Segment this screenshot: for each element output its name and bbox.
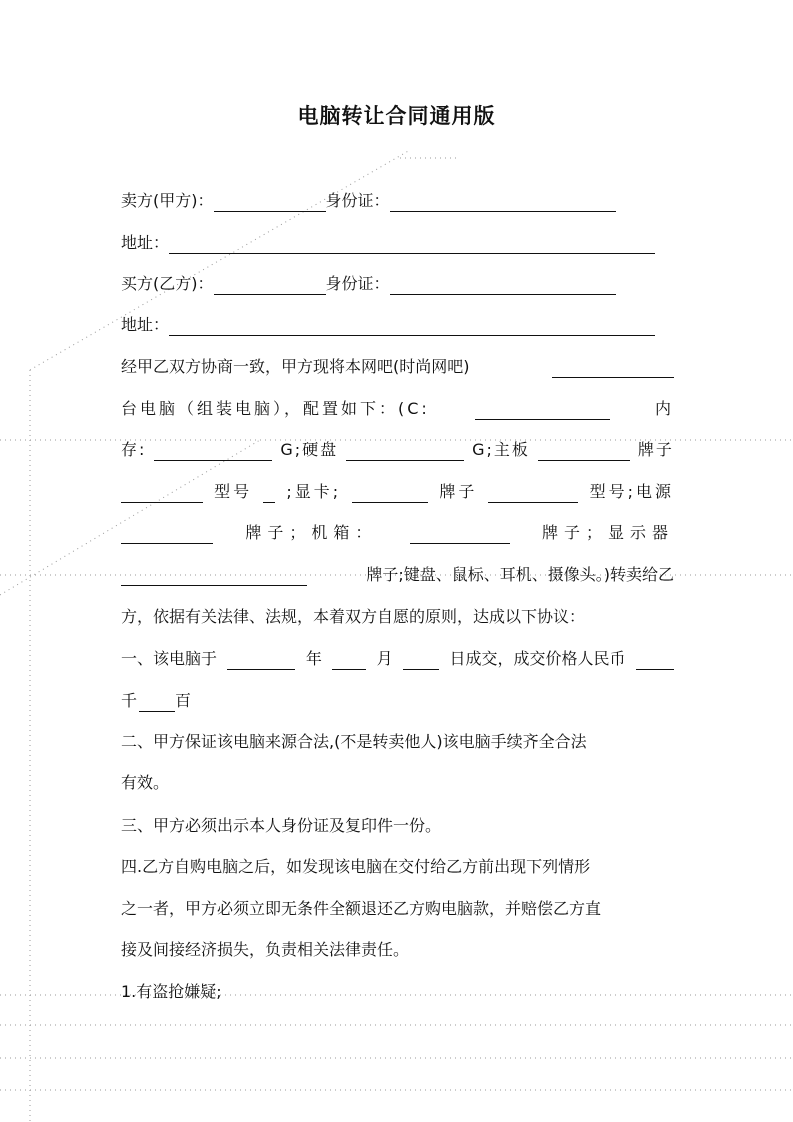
buyer-id-blank[interactable] — [390, 276, 616, 295]
clause-4-item-1-text: 1.有盗抢嫌疑; — [121, 982, 222, 1001]
config-text-1: 台电脑（组装电脑），配置如下：(C: — [121, 399, 430, 418]
hundred-label: 百 — [175, 691, 192, 710]
hdd-blank[interactable] — [346, 442, 464, 461]
config-line-1 — [121, 398, 674, 420]
seller-label: 卖方(甲方)： — [121, 191, 214, 210]
clause-4-line — [121, 856, 590, 878]
intro-text: 经甲乙双方协商一致，甲方现将本网吧(时尚网吧) — [121, 357, 470, 376]
seller-name-blank[interactable] — [214, 193, 326, 212]
clause-2-cont-line — [121, 772, 169, 794]
c-drive-blank[interactable] — [475, 401, 610, 420]
month-label: 月 — [376, 649, 393, 668]
peripherals-text: 牌子;键盘、鼠标、耳机、摄像头。)转卖给乙 — [366, 565, 674, 584]
buyer-label: 买方(乙方)： — [121, 274, 214, 293]
case-brand-blank[interactable] — [410, 525, 510, 544]
config-line-4 — [121, 522, 674, 544]
thousand-label: 千 — [121, 691, 138, 710]
buyer-address-line — [121, 314, 655, 336]
clause-1-text-a: 一、该电脑于 — [121, 649, 218, 668]
clause-2-line — [121, 731, 587, 753]
brand-label-2: 牌子 — [439, 482, 478, 501]
config-line-5 — [121, 564, 674, 586]
intro-line — [121, 356, 674, 378]
seller-address-label: 地址： — [121, 233, 170, 252]
clause-3-line — [121, 815, 441, 837]
month-blank[interactable] — [332, 651, 366, 670]
seller-id-blank[interactable] — [390, 193, 616, 212]
psu-brand-blank[interactable] — [121, 525, 213, 544]
seller-address-line — [121, 232, 655, 254]
model-label-1: 型号 — [214, 482, 253, 501]
config-text-1b: 内 — [654, 399, 674, 418]
monitor-label: 牌子；显示器 — [541, 523, 674, 542]
year-blank[interactable] — [227, 651, 295, 670]
psu-label: 型号;电源 — [589, 482, 674, 501]
buyer-address-blank[interactable] — [169, 317, 655, 336]
config-line-2 — [121, 439, 674, 461]
clause-1-line — [121, 648, 674, 670]
clause-4-item-1-line — [121, 981, 222, 1003]
price-line — [121, 690, 191, 712]
clause-2-cont-text: 有效。 — [121, 773, 170, 792]
case-label: 牌子；机箱： — [245, 523, 378, 542]
clause-4-cont-line-1 — [121, 898, 601, 920]
monitor-brand-blank[interactable] — [121, 567, 307, 586]
clause-1-text-b: 日成交，成交价格人民币 — [449, 649, 626, 668]
document-title: 电脑转让合同通用版 — [297, 104, 496, 128]
seller-id-label: 身份证： — [325, 191, 390, 210]
gpu-blank[interactable] — [352, 484, 428, 503]
motherboard-blank[interactable] — [538, 442, 630, 461]
clause-4-cont-text-2: 接及间接经济损失，负责相关法律责任。 — [121, 940, 410, 959]
buyer-id-label: 身份证： — [325, 274, 390, 293]
seller-line — [121, 190, 616, 212]
hdd-label: G;硬盘 — [280, 440, 339, 459]
price-blank[interactable] — [636, 651, 674, 670]
buyer-address-label: 地址： — [121, 315, 170, 334]
mb-brand-blank[interactable] — [121, 484, 203, 503]
year-label: 年 — [305, 649, 322, 668]
day-blank[interactable] — [403, 651, 439, 670]
clause-4-text: 四.乙方自购电脑之后，如发现该电脑在交付给乙方前出现下列情形 — [121, 857, 591, 876]
memory-label: 存: — [121, 440, 147, 459]
config-line-3 — [121, 481, 674, 503]
mb-model-blank[interactable] — [263, 484, 275, 503]
gpu-brand-blank[interactable] — [488, 484, 578, 503]
clause-4-cont-line-2 — [121, 939, 409, 961]
gpu-label: ;显卡; — [286, 482, 342, 501]
computer-count-blank[interactable] — [552, 359, 674, 378]
agreement-intro-text: 方，依据有关法律、法规，本着双方自愿的原则，达成以下协议： — [121, 607, 586, 626]
clause-3-text: 三、甲方必须出示本人身份证及复印件一份。 — [121, 816, 442, 835]
memory-blank[interactable] — [154, 442, 272, 461]
seller-address-blank[interactable] — [169, 235, 655, 254]
clause-4-cont-text-1: 之一者，甲方必须立即无条件全额退还乙方购电脑款，并赔偿乙方直 — [121, 899, 602, 918]
brand-label-1: 牌子 — [637, 440, 674, 459]
motherboard-label: G;主板 — [472, 440, 530, 459]
hundred-blank[interactable] — [139, 693, 175, 712]
buyer-name-blank[interactable] — [214, 276, 326, 295]
buyer-line — [121, 273, 616, 295]
agreement-intro-line — [121, 606, 585, 628]
clause-2-text: 二、甲方保证该电脑来源合法,(不是转卖他人)该电脑手续齐全合法 — [121, 732, 587, 751]
